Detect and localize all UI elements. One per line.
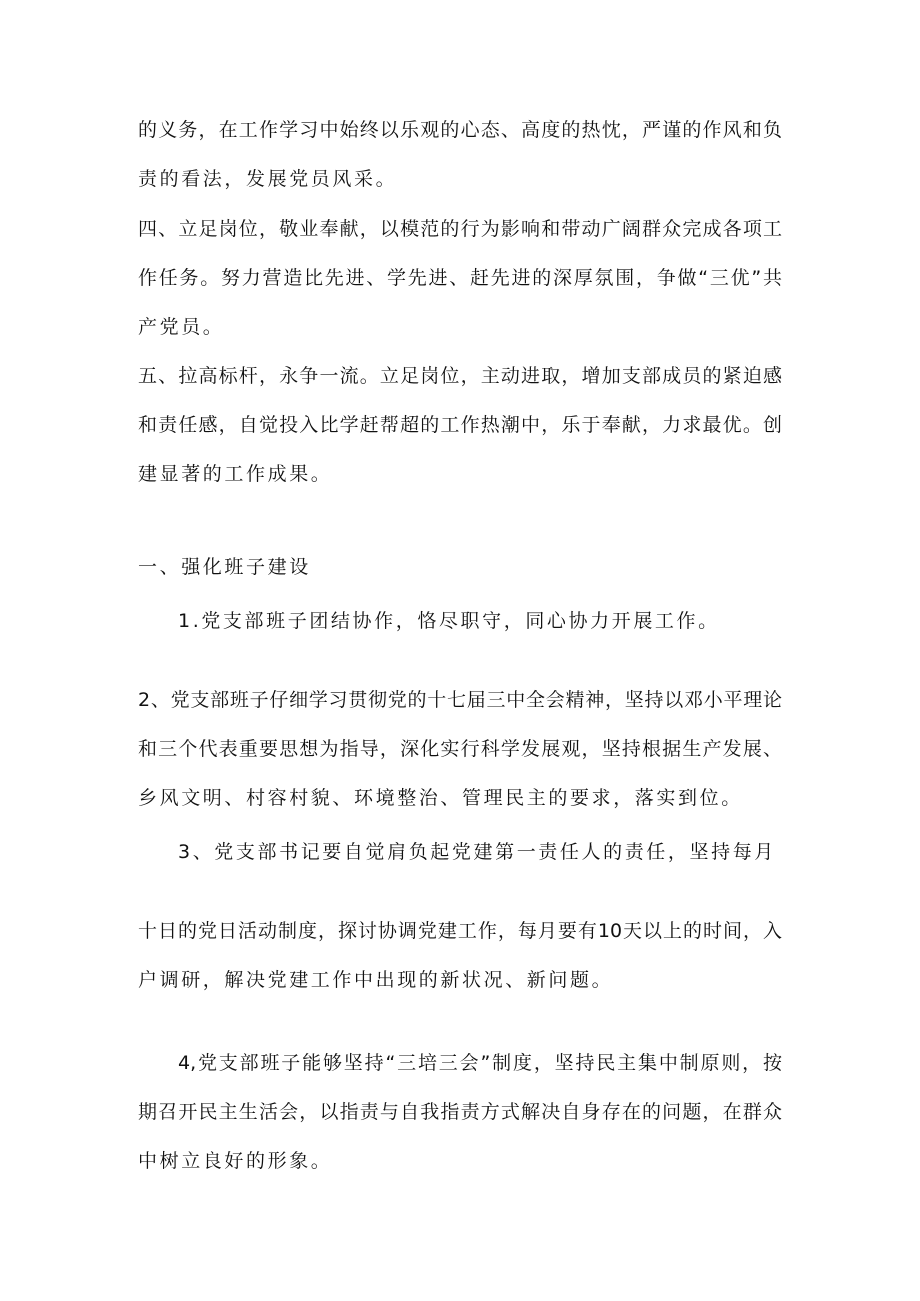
paragraph-line: 作任务。努力营造比先进、学先进、赶先进的深厚氛围，争做“三优”共 [138,267,782,289]
list-item: 1.党支部班子团结协作，恪尽职守，同心协力开展工作。 [178,610,720,632]
paragraph-line: 中树立良好的形象。 [138,1150,333,1172]
paragraph-line: 和三个代表重要思想为指导，深化实行科学发展观，坚持根据生产发展、 [138,738,782,760]
list-item: 4,党支部班子能够坚持“三培三会”制度，坚持民主集中制原则，按 [178,1052,782,1074]
paragraph-line: 和责任感，自觉投入比学赶帮超的工作热潮中，乐于奉献，力求最优。创 [138,414,782,436]
section-heading: 一、强化班子建设 [138,556,311,578]
list-item: 2、党支部班子仔细学习贯彻党的十七届三中全会精神，坚持以邓小平理论 [138,689,782,711]
list-item: 3、党支部书记要自觉肩负起党建第一责任人的责任，坚持每月 [178,841,776,863]
paragraph-line: 五、拉高标杆，永争一流。立足岗位，主动进取，增加支部成员的紧迫感 [138,365,782,387]
paragraph-line: 四、立足岗位，敬业奉献，以模范的行为影响和带动广阔群众完成各项工 [138,218,782,240]
paragraph-line: 产党员。 [138,316,225,338]
paragraph-line: 期召开民主生活会，以指责与自我指责方式解决自身存在的问题，在群众 [138,1101,782,1123]
paragraph-line: 责的看法，发展党员风采。 [138,168,398,190]
paragraph-line: 乡风文明、村容村貌、环境整治、管理民主的要求，落实到位。 [138,787,743,809]
paragraph-line: 户调研，解决党建工作中出现的新状况、新问题。 [138,969,614,991]
paragraph-line: 十日的党日活动制度，探讨协调党建工作，每月要有10天以上的时间，入 [138,920,782,942]
paragraph-line: 的义务，在工作学习中始终以乐观的心态、高度的热忱，严谨的作风和负 [138,119,782,141]
paragraph-line: 建显著的工作成果。 [138,463,333,485]
